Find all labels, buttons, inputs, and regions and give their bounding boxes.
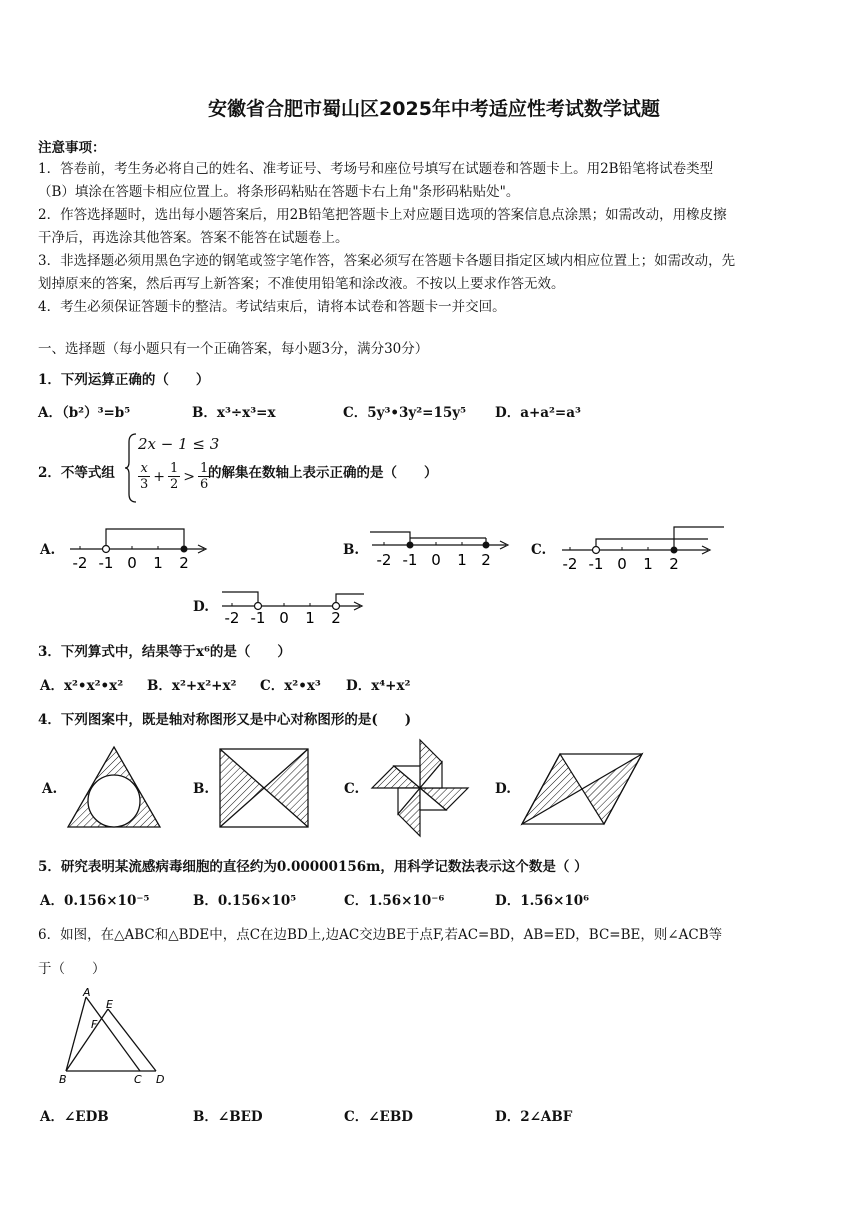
note-line: 划掉原来的答案，然后再写上新答案；不准使用铅笔和涂改液。不按以上要求作答无效。 (38, 276, 565, 292)
frac-den: 2 (170, 477, 179, 492)
question-5-stem: 5．研究表明某流感病毒细胞的直径约为0.00000156m，用科学记数法表示这个数是（ ） (38, 859, 588, 875)
frac-num: 1 (170, 461, 179, 476)
question-6-stem-line1: 6．如图，在△ABC和△BDE中，点C在边BD上,边AC交边BE于点F,若AC=BD，AB=ED，BC=BE，则∠ACB等 (38, 927, 723, 943)
tick-label: 2 (669, 555, 679, 572)
q4-option-c-label: C. (344, 781, 360, 797)
number-line-c (558, 522, 728, 572)
note-line: 3．非选择题必须用黑色字迹的钢笔或签字笔作答，答案必须写在答题卡各题目指定区域内相应位置上；如需改动，先 (38, 253, 736, 269)
q4-option-d-label: D. (495, 781, 511, 797)
question-2-suffix: 的解集在数轴上表示正确的是（ ） (208, 465, 438, 481)
figure-triangle-circle (66, 745, 162, 829)
tick-label: 2 (481, 551, 491, 569)
note-line: 干净后，再选涂其他答案。答案不能答在试题卷上。 (38, 230, 349, 246)
note-line: 4．考生必须保证答题卡的整洁。考试结束后，请将本试卷和答题卡一并交回。 (38, 299, 506, 315)
question-3-stem: 3．下列算式中，结果等于x⁶的是（ ） (38, 644, 291, 660)
q5-option-c: C．1.56×10⁻⁶ (344, 893, 445, 909)
plus-sign: + (153, 468, 166, 485)
tick-label: 1 (643, 555, 653, 572)
question-2-prefix: 2．不等式组 (38, 465, 115, 481)
inequality-1: 2x − 1 ≤ 3 (138, 435, 220, 453)
tick-label: 0 (617, 555, 627, 572)
q5-option-d: D．1.56×10⁶ (495, 893, 590, 909)
q3-option-d: D．x⁴+x² (346, 678, 411, 694)
tick-label: -2 (376, 551, 392, 569)
q6-option-c: C．∠EBD (344, 1109, 413, 1125)
note-line: 2．作答选择题时，选出每小题答案后，用2B铅笔把答题卡上对应题目选项的答案信息点涂黑；如需改动，用橡皮擦 (38, 207, 727, 223)
tick-label: 0 (431, 551, 441, 569)
q6-option-d: D．2∠ABF (495, 1109, 573, 1125)
tick-label: -1 (98, 554, 114, 572)
tick-label: -2 (72, 554, 88, 572)
point-label: C (134, 1073, 142, 1086)
point-label: D (156, 1073, 165, 1086)
point-label: F (91, 1018, 98, 1031)
q3-option-a: A．x²•x²•x² (40, 678, 124, 694)
q6-option-b: B．∠BED (193, 1109, 263, 1125)
frac-num: x (140, 461, 148, 476)
frac-num: 1 (200, 461, 209, 476)
figure-parallelogram (520, 752, 644, 826)
notes-heading: 注意事项： (38, 140, 106, 156)
number-line-a (66, 522, 210, 572)
geometry-figure-q6 (56, 985, 172, 1089)
tick-label: 0 (279, 609, 289, 626)
number-line-b (368, 525, 512, 571)
question-1-stem: 1．下列运算正确的（ ） (38, 372, 210, 388)
q4-option-a-label: A. (42, 781, 58, 797)
point-label: B (59, 1073, 67, 1086)
figure-pinwheel (370, 738, 472, 838)
frac-den: 3 (140, 477, 149, 492)
tick-label: -2 (224, 609, 240, 626)
q5-option-a: A．0.156×10⁻⁵ (40, 893, 150, 909)
frac-den: 6 (200, 477, 209, 492)
q2-option-d-label: D. (193, 599, 209, 615)
point-label: A (83, 986, 91, 999)
note-line: 1．答卷前，考生务必将自己的姓名、准考证号、考场号和座位号填写在试题卷和答题卡上。用2B铅笔将试卷类型 (38, 161, 714, 177)
q1-option-c: C．5y³•3y²=15y⁵ (343, 405, 467, 421)
tick-label: 1 (305, 609, 315, 626)
tick-label: -1 (402, 551, 418, 569)
q1-option-d: D．a+a²=a³ (495, 405, 581, 421)
gt-sign: > (183, 468, 196, 485)
q4-option-b-label: B. (193, 781, 210, 797)
q6-option-a: A．∠EDB (40, 1109, 109, 1125)
tick-label: 1 (153, 554, 163, 572)
q5-option-b: B．0.156×10⁵ (193, 893, 297, 909)
tick-label: -1 (588, 555, 604, 572)
q2-option-b-label: B. (343, 542, 360, 558)
tick-label: 2 (179, 554, 189, 572)
note-line: （B）填涂在答题卡相应位置上。将条形码粘贴在答题卡右上角"条形码粘贴处"。 (38, 184, 520, 200)
q2-option-a-label: A. (40, 542, 56, 558)
exam-title: 安徽省合肥市蜀山区2025年中考适应性考试数学试题 (208, 98, 660, 120)
section-heading: 一、选择题（每小题只有一个正确答案，每小题3分，满分30分） (38, 341, 429, 357)
figure-square-diagonals (218, 747, 310, 829)
tick-label: -2 (562, 555, 578, 572)
tick-label: -1 (250, 609, 266, 626)
q3-option-c: C．x²•x³ (260, 678, 321, 694)
q3-option-b: B．x²+x²+x² (147, 678, 237, 694)
number-line-d (218, 586, 368, 626)
brace-icon (124, 432, 138, 504)
question-6-stem-line2: 于（ ） (38, 961, 106, 977)
tick-label: 1 (457, 551, 467, 569)
inequality-2 (138, 461, 210, 492)
q2-option-c-label: C. (531, 542, 547, 558)
point-label: E (106, 998, 113, 1011)
q1-option-b: B．x³÷x³=x (192, 405, 276, 421)
question-4-stem: 4．下列图案中，既是轴对称图形又是中心对称图形的是( ) (38, 712, 412, 728)
tick-label: 0 (127, 554, 137, 572)
q1-option-a: A．（b²）³=b⁵ (38, 405, 131, 421)
tick-label: 2 (331, 609, 341, 626)
